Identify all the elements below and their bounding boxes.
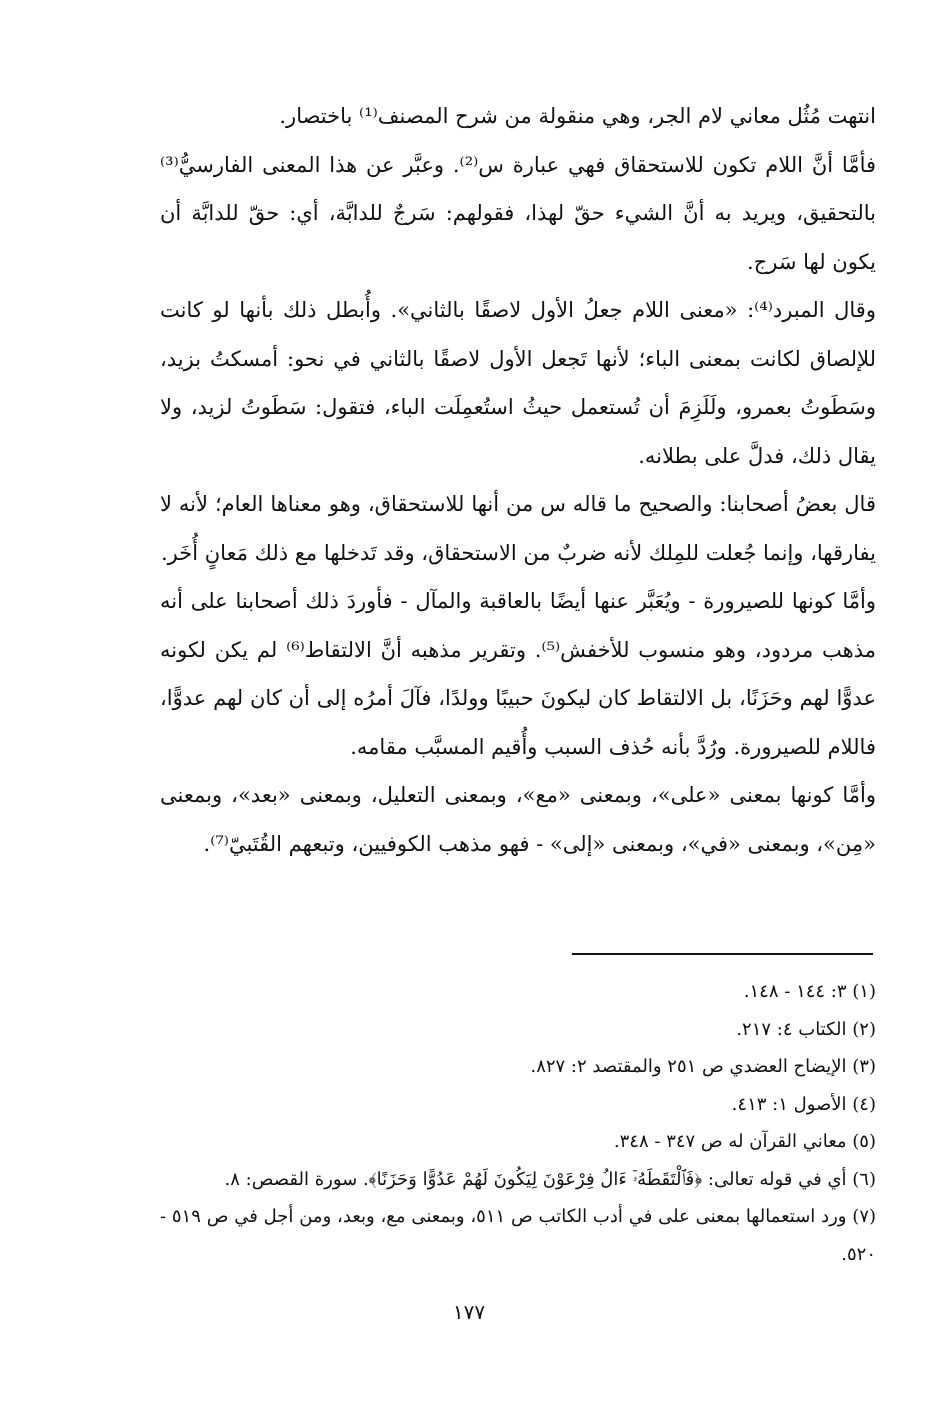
main-text-body: [160, 92, 876, 868]
paragraph-1: انتهت مُثُل معاني لام الجر، وهي منقولة من شرح المصنف⁽¹⁾ باختصار.: [279, 104, 876, 128]
paragraph-2: فأمَّا أنَّ اللام تكون للاستحقاق فهي عبارة س⁽²⁾. وعبَّر عن هذا المعنى الفارسيُّ⁽³⁾ بالتحقيق، ويريد به أنَّ الشيء حقّ لهذا، فقولهم: سَرجٌ للدابَّة، أي: حقّ للدابَّة أن يكون لها سَرج.: [160, 152, 877, 274]
footnote-4: (٤) الأصول ١: ٤١٣.: [731, 1093, 876, 1115]
footnote-1: (١) ٣: ١٤٤ - ١٤٨.: [743, 981, 876, 1002]
footnote-3: (٣) الإيضاح العضدي ص ٢٥١ والمقتصد ٢: ٨٢٧.: [530, 1056, 876, 1077]
footnote-5: (٥) معاني القرآن له ص ٣٤٧ - ٣٤٨.: [613, 1131, 876, 1152]
footnote-separator: [572, 953, 873, 955]
paragraph-3: وقال المبرد⁽⁴⁾: «معنى اللام جعلُ الأول لاصقًا بالثاني». وأُبطل ذلك بأنها لو كانت للإلصاق لكانت بمعنى الباء؛ لأنها تَجعل الأول لاصقًا بالثاني في نحو: أمسكتُ بزيد، وسَطَوتُ بعمرو، ولَلَزِمَ أن تُستعمل حيثُ استُعمِلَت الباء، فتقول: سَطَوتُ لزيد، ولا يقال ذلك، فدلَّ على بطلانه.: [160, 298, 876, 468]
footnote-7: (٧) ورد استعمالها بمعنى على في أدب الكاتب ص ٥١١، وبمعنى مع، وبعد، ومن أجل في ص ٥١٩ - ٥٢٠.: [160, 1206, 877, 1265]
paragraph-4: قال بعضُ أصحابنا: والصحيح ما قاله س من أنها للاستحقاق، وهو معناها العام؛ لأنه لا يفارقها، وإنما جُعلت للمِلك لأنه ضربٌ من الاستحقاق، وقد تَدخلها مع ذلك مَعانٍ أُخَر.: [160, 492, 876, 565]
page-number: ١٧٧: [452, 1300, 486, 1324]
paragraph-6: وأمَّا كونها بمعنى «على»، وبمعنى «مع»، وبمعنى التعليل، وبمعنى «بعد»، وبمعنى «مِن»، وبمعنى «في»، وبمعنى «إلى» - فهو مذهب الكوفيين، وتبعهم القُتَبيّ⁽⁷⁾.: [160, 783, 876, 856]
footnotes-section: [160, 973, 876, 1273]
footnote-6: (٦) أي في قوله تعالى: ﴿فَٱلْتَقَطَهُۥٓ ءَالُ فِرْعَوْنَ لِيَكُونَ لَهُمْ عَدُوًّا وَحَزَنًا﴾. سورة القصص: ٨.: [224, 1168, 876, 1190]
paragraph-5: وأمَّا كونها للصيرورة - ويُعَبَّر عنها أيضًا بالعاقبة والمآل - فأوردَ ذلك أصحابنا على أنه مذهب مردود، وهو منسوب للأخفش⁽⁵⁾. وتقرير مذهبه أنَّ الالتقاط⁽⁶⁾ لم يكن لكونه عدوًّا لهم وحَزَنًا، بل الالتقاط كان ليكونَ حبيبًا وولدًا، فآلَ أمرُه إلى أن كان لهم عدوًّا، فاللام للصيرورة. ورُدَّ بأنه حُذف السبب وأُقيم المسبَّب مقامه.: [160, 589, 877, 759]
footnote-2: (٢) الكتاب ٤: ٢١٧.: [736, 1018, 876, 1040]
